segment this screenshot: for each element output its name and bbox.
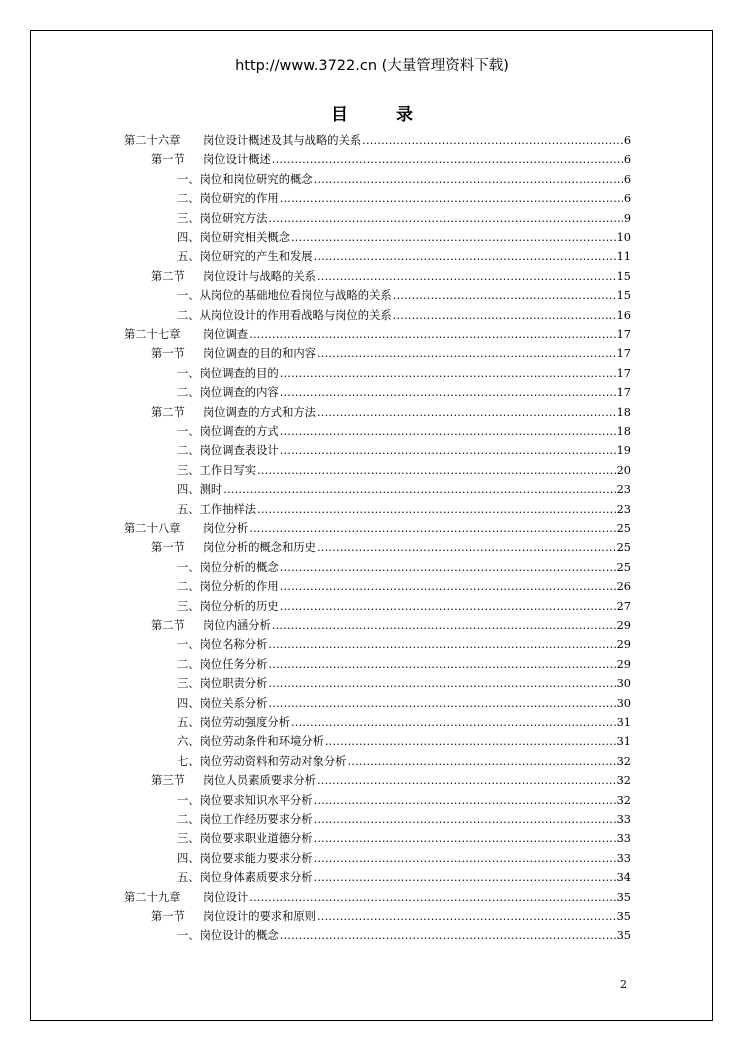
toc-entry[interactable] [177, 306, 631, 325]
toc-entry-title: 岗位调查 [203, 328, 249, 341]
toc-entry-number: 六、 [177, 735, 200, 749]
toc-entry[interactable] [151, 616, 631, 635]
toc-entry-title: 岗位调查的内容 [199, 386, 279, 400]
toc-entry-number: 四、 [177, 231, 200, 244]
toc-entry[interactable] [177, 500, 631, 519]
toc-entry-title: 岗位调查表设计 [199, 444, 279, 458]
toc-entry-page: 10 [616, 231, 631, 244]
toc-leader-dots [314, 868, 616, 887]
toc-entry-title: 岗位要求能力要求分析 [199, 851, 313, 865]
toc-entry[interactable] [177, 849, 631, 868]
toc-entry-number: 二、 [177, 192, 200, 206]
toc-entry-title: 从岗位设计的作用看战略与岗位的关系 [199, 308, 392, 322]
toc-entry-page: 26 [616, 580, 631, 594]
toc-entry-title: 岗位要求知识水平分析 [199, 793, 313, 807]
toc-entry-title: 岗位任务分析 [199, 657, 268, 671]
toc-entry-number: 二、 [177, 308, 200, 322]
toc-entry-page: 30 [616, 677, 631, 691]
toc-entry-title: 岗位劳动资料和劳动对象分析 [199, 754, 347, 768]
toc-entry-title: 岗位研究方法 [199, 211, 268, 225]
toc-leader-dots [280, 558, 616, 577]
toc-entry-page: 34 [616, 871, 631, 885]
header-url: http://www.3722.cn (大量管理资料下载) [235, 58, 509, 74]
toc-entry-page: 16 [616, 308, 631, 322]
toc-entry[interactable] [177, 228, 631, 247]
toc-entry-number: 三、 [177, 677, 200, 691]
toc-entry-number: 第二十八章 [124, 522, 181, 535]
toc-entry-title: 岗位分析的概念和历史 [203, 541, 316, 555]
toc-entry-page: 17 [616, 328, 631, 341]
toc-entry-title: 工作抽样法 [199, 502, 257, 516]
toc-entry[interactable] [177, 732, 631, 751]
toc-leader-dots [257, 500, 616, 519]
toc-entry-title: 岗位身体素质要求分析 [199, 871, 313, 885]
toc-entry-title: 岗位调查的方式 [199, 425, 279, 438]
toc-leader-dots [325, 732, 616, 751]
toc-entry-page: 19 [616, 444, 631, 458]
toc-entry-number: 第二节 [151, 269, 185, 283]
toc-leader-dots [362, 131, 623, 150]
toc-entry-number: 三、 [177, 832, 200, 846]
toc-entry[interactable] [177, 810, 631, 829]
toc-entry[interactable] [177, 694, 631, 713]
toc-entry-title: 岗位设计 [203, 890, 249, 904]
toc-entry[interactable] [177, 480, 631, 499]
toc-entry[interactable] [177, 209, 631, 228]
toc-entry[interactable] [177, 597, 631, 616]
toc-leader-dots [393, 306, 616, 325]
toc-entry-page: 29 [616, 619, 631, 632]
toc-leader-dots [272, 150, 623, 169]
toc-leader-dots [314, 170, 623, 189]
toc-entry-title: 岗位设计的要求和原则 [203, 910, 316, 923]
toc-entry[interactable] [177, 791, 631, 810]
toc-entry-title: 岗位要求职业道德分析 [199, 832, 313, 846]
toc-entry-page: 6 [623, 172, 631, 186]
toc-title [0, 100, 744, 125]
toc-entry-page: 15 [616, 289, 631, 303]
toc-entry[interactable] [177, 635, 631, 654]
toc-entry[interactable] [177, 829, 631, 848]
toc-leader-dots [272, 616, 616, 635]
toc-entry[interactable] [177, 189, 631, 208]
toc-leader-dots [347, 752, 615, 771]
toc-leader-dots [280, 422, 616, 441]
toc-entry-number: 五、 [177, 871, 200, 885]
toc-entry-page: 27 [616, 599, 631, 613]
toc-entry-number: 第一节 [151, 910, 185, 923]
toc-entry-page: 23 [616, 502, 631, 516]
toc-entry-title: 岗位调查的目的 [199, 366, 279, 380]
toc-leader-dots [291, 228, 616, 247]
toc-entry-number: 五、 [177, 502, 200, 516]
toc-entry-number: 一、 [177, 793, 200, 807]
toc-entry-page: 23 [616, 483, 631, 497]
toc-entry-title: 从岗位的基础地位看岗位与战略的关系 [199, 289, 392, 303]
toc-entry-page: 25 [616, 560, 631, 574]
toc-entry-page: 35 [616, 910, 631, 923]
toc-entry[interactable] [124, 519, 631, 538]
toc-entry-number: 第一节 [151, 347, 185, 361]
toc-entry[interactable] [177, 655, 631, 674]
toc-entry-title: 岗位设计概述及其与战略的关系 [203, 134, 362, 147]
toc-entry-number: 二、 [177, 580, 200, 594]
toc-entry-page: 35 [616, 890, 631, 904]
toc-entry-number: 四、 [177, 851, 200, 865]
toc-leader-dots [268, 635, 615, 654]
toc-entry-page: 32 [616, 754, 631, 768]
toc-leader-dots [314, 829, 616, 848]
toc-leader-dots [314, 791, 616, 810]
toc-leader-dots [280, 383, 616, 402]
toc-entry-title: 岗位分析的作用 [199, 580, 279, 594]
toc-entry-number: 三、 [177, 211, 200, 225]
toc-entry[interactable] [151, 907, 631, 926]
toc-entry-page: 29 [616, 657, 631, 671]
toc-leader-dots [317, 344, 616, 363]
toc-entry-title: 岗位职责分析 [199, 677, 268, 691]
toc-entry-page: 33 [616, 851, 631, 865]
toc-entry[interactable] [177, 752, 631, 771]
toc-leader-dots [280, 597, 616, 616]
toc-entry-number: 一、 [177, 929, 200, 943]
toc-entry-page: 11 [616, 250, 631, 264]
toc-entry-number: 第二节 [151, 405, 185, 419]
toc-entry-title: 岗位劳动强度分析 [199, 716, 290, 729]
toc-entry-page: 17 [616, 386, 631, 400]
toc-entry-page: 20 [616, 463, 631, 477]
toc-entry[interactable] [124, 131, 631, 150]
toc-entry-title: 工作日写实 [199, 463, 257, 477]
toc-entry-number: 二、 [177, 813, 200, 826]
toc-entry[interactable] [124, 888, 631, 907]
toc-entry-title: 岗位研究相关概念 [199, 231, 290, 244]
toc-entry[interactable] [151, 771, 631, 790]
toc-leader-dots [317, 907, 616, 926]
toc-entry[interactable] [177, 558, 631, 577]
toc-entry-number: 第一节 [151, 541, 185, 555]
toc-entry-number: 二、 [177, 657, 200, 671]
toc-entry[interactable] [124, 325, 631, 344]
toc-leader-dots [280, 577, 616, 596]
toc-entry-title: 岗位分析的历史 [199, 599, 279, 613]
toc-entry-page: 6 [623, 192, 631, 206]
toc-leader-dots [223, 480, 615, 499]
toc-entry-page: 6 [623, 134, 631, 147]
toc-leader-dots [317, 403, 616, 422]
toc-leader-dots [393, 286, 616, 305]
toc-entry-page: 17 [616, 366, 631, 380]
toc-entry-number: 七、 [177, 754, 200, 768]
toc-entry-title: 测时 [199, 483, 223, 497]
toc-entry-page: 15 [616, 269, 631, 283]
toc-entry[interactable] [177, 926, 631, 945]
toc-entry[interactable] [151, 150, 631, 169]
toc-entry[interactable] [177, 441, 631, 460]
toc-leader-dots [249, 519, 615, 538]
toc-entry-title: 岗位设计概述 [203, 153, 271, 167]
toc-entry-number: 五、 [177, 250, 200, 264]
toc-entry-number: 第二十六章 [124, 134, 181, 147]
toc-entry[interactable] [151, 403, 631, 422]
toc-entry-number: 五、 [177, 716, 200, 729]
toc-entry-title: 岗位研究的作用 [199, 192, 279, 206]
toc-entry-title: 岗位设计的概念 [199, 929, 279, 943]
toc-entry[interactable] [177, 713, 631, 732]
toc-entry-page: 31 [616, 716, 631, 729]
toc-entry[interactable] [151, 267, 631, 286]
toc-entry-number: 二、 [177, 386, 200, 400]
toc-entry-number: 第二节 [151, 619, 185, 632]
toc-leader-dots [280, 926, 616, 945]
toc-entry-title: 岗位研究的产生和发展 [199, 250, 313, 264]
toc-entry-page: 18 [616, 425, 631, 438]
toc-entry[interactable] [151, 344, 631, 363]
toc-entry-page: 18 [616, 405, 631, 419]
toc-entry-number: 一、 [177, 172, 200, 186]
toc-entry-page: 35 [616, 929, 631, 943]
toc-entry-page: 25 [616, 541, 631, 555]
toc-entry-page: 30 [616, 696, 631, 710]
toc-entry-number: 一、 [177, 425, 200, 438]
toc-entry-page: 25 [616, 522, 631, 535]
toc-entry-page: 17 [616, 347, 631, 361]
toc-leader-dots [314, 810, 616, 829]
toc-entry-title: 岗位分析的概念 [199, 560, 279, 574]
toc-leader-dots [268, 209, 622, 228]
toc-entry-page: 32 [616, 793, 631, 807]
toc-leader-dots [280, 189, 623, 208]
toc-leader-dots [268, 694, 615, 713]
toc-entry[interactable] [177, 383, 631, 402]
toc-entry-title: 岗位设计与战略的关系 [203, 269, 316, 283]
toc-entry[interactable] [177, 286, 631, 305]
toc-entry[interactable] [177, 674, 631, 693]
toc-leader-dots [314, 247, 616, 266]
toc-entry-number: 第一节 [151, 153, 185, 167]
toc-entry-title: 岗位工作经历要求分析 [199, 813, 313, 826]
toc-entry[interactable] [177, 247, 631, 266]
toc-leader-dots [249, 325, 615, 344]
toc-entry-title: 岗位劳动条件和环境分析 [199, 735, 324, 749]
toc-leader-dots [257, 461, 616, 480]
toc-entry[interactable] [177, 364, 631, 383]
toc-leader-dots [317, 267, 616, 286]
toc-leader-dots [314, 849, 616, 868]
toc-entry-title: 岗位分析 [203, 522, 249, 535]
toc-leader-dots [280, 364, 616, 383]
toc-entry-title: 岗位关系分析 [199, 696, 268, 710]
toc-leader-dots [317, 538, 616, 557]
toc-entry[interactable] [177, 577, 631, 596]
toc-entry-page: 9 [623, 211, 631, 225]
toc-entry-number: 三、 [177, 463, 200, 477]
toc-entry-page: 6 [623, 153, 631, 167]
page-number: 2 [620, 978, 627, 991]
toc-entry-number: 第二十七章 [124, 328, 181, 341]
toc-entry-number: 四、 [177, 696, 200, 710]
toc-leader-dots [317, 771, 616, 790]
toc-entry-number: 一、 [177, 366, 200, 380]
toc-entry-number: 一、 [177, 289, 200, 303]
toc-entry-page: 29 [616, 638, 631, 652]
toc-entry[interactable] [177, 461, 631, 480]
toc-entry[interactable] [177, 170, 631, 189]
toc-entry-title: 岗位和岗位研究的概念 [199, 172, 313, 186]
toc-entry[interactable] [151, 538, 631, 557]
toc-entry-title: 岗位内涵分析 [203, 619, 271, 632]
toc-entry-page: 31 [616, 735, 631, 749]
toc-entry-page: 33 [616, 813, 631, 826]
toc-leader-dots [280, 441, 616, 460]
toc-title-right: 录 [396, 105, 413, 125]
toc-entry-page: 32 [616, 774, 631, 788]
toc-entry-number: 四、 [177, 483, 200, 497]
toc-entry-number: 二、 [177, 444, 200, 458]
toc-entry-title: 岗位调查的方式和方法 [203, 405, 316, 419]
toc-entry-title: 岗位人员素质要求分析 [203, 774, 316, 788]
toc-entry[interactable] [177, 422, 631, 441]
toc-leader-dots [249, 888, 615, 907]
toc-entry-number: 第二十九章 [124, 890, 181, 904]
toc-entry-title: 岗位名称分析 [199, 638, 268, 652]
toc-leader-dots [291, 713, 616, 732]
toc-title-left: 目 [331, 105, 348, 125]
toc-entry-number: 一、 [177, 638, 200, 652]
toc-entry-number: 三、 [177, 599, 200, 613]
toc-entry-number: 第三节 [151, 774, 185, 788]
toc-entry[interactable] [177, 868, 631, 887]
toc-entry-page: 33 [616, 832, 631, 846]
toc-entry-number: 一、 [177, 560, 200, 574]
toc-entry-title: 岗位调查的目的和内容 [203, 347, 316, 361]
toc-leader-dots [268, 674, 615, 693]
toc-leader-dots [268, 655, 615, 674]
